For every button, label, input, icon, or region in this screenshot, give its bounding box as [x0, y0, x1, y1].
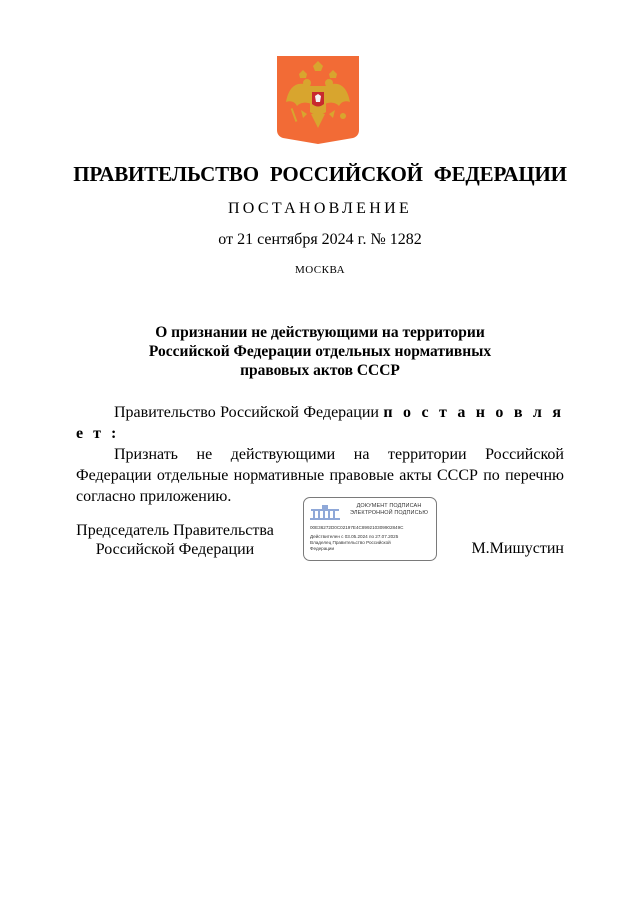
document-type: ПОСТАНОВЛЕНИЕ [227, 200, 413, 217]
signatory-role-line: Российской Федерации [95, 541, 255, 558]
russian-coat-of-arms-icon [277, 56, 359, 144]
document-subject [0, 323, 640, 380]
government-title: ПРАВИТЕЛЬСТВО РОССИЙСКОЙ ФЕДЕРАЦИИ [73, 162, 567, 186]
certificate-validity: Действителен с 03.05.2024 по 27.07.2025 [310, 534, 399, 539]
government-building-icon [309, 504, 341, 520]
stamp-heading-line: ДОКУМЕНТ ПОДПИСАН [356, 503, 422, 509]
intro-text: Правительство Российской Федерации [114, 404, 384, 421]
subject-line: правовых актов СССР [240, 362, 400, 379]
electronic-signature-stamp [303, 497, 437, 561]
subject-line: О признании не действующими на территории [155, 324, 485, 341]
intro-paragraph [76, 402, 564, 444]
signatory-role-line: Председатель Правительства [76, 522, 274, 539]
document-date-number: от 21 сентября 2024 г. № 1282 [218, 231, 422, 248]
decision-paragraph: Признать не действующими на территории Российской Федерации отдельные нормативные правовые акты СССР по перечню согласно приложению. [76, 446, 564, 505]
stamp-heading-line: ЭЛЕКТРОННОЙ ПОДПИСЬЮ [349, 510, 429, 516]
certificate-owner: Владелец Правительство Российской [310, 540, 391, 545]
decree-verb: п о с т а н о в л я е т : [76, 404, 564, 442]
stamp-heading [342, 503, 436, 517]
certificate-owner: Федерации [310, 546, 335, 551]
signatory-role [70, 521, 280, 559]
certificate-number: 00E36272D0C02197E4C899210309902849C [310, 525, 404, 530]
subject-line: Российской Федерации отдельных нормативных [148, 343, 492, 360]
document-city: МОСКВА [294, 264, 346, 276]
signatory-name: М.Мишустин [471, 540, 564, 557]
document-body [76, 402, 564, 507]
